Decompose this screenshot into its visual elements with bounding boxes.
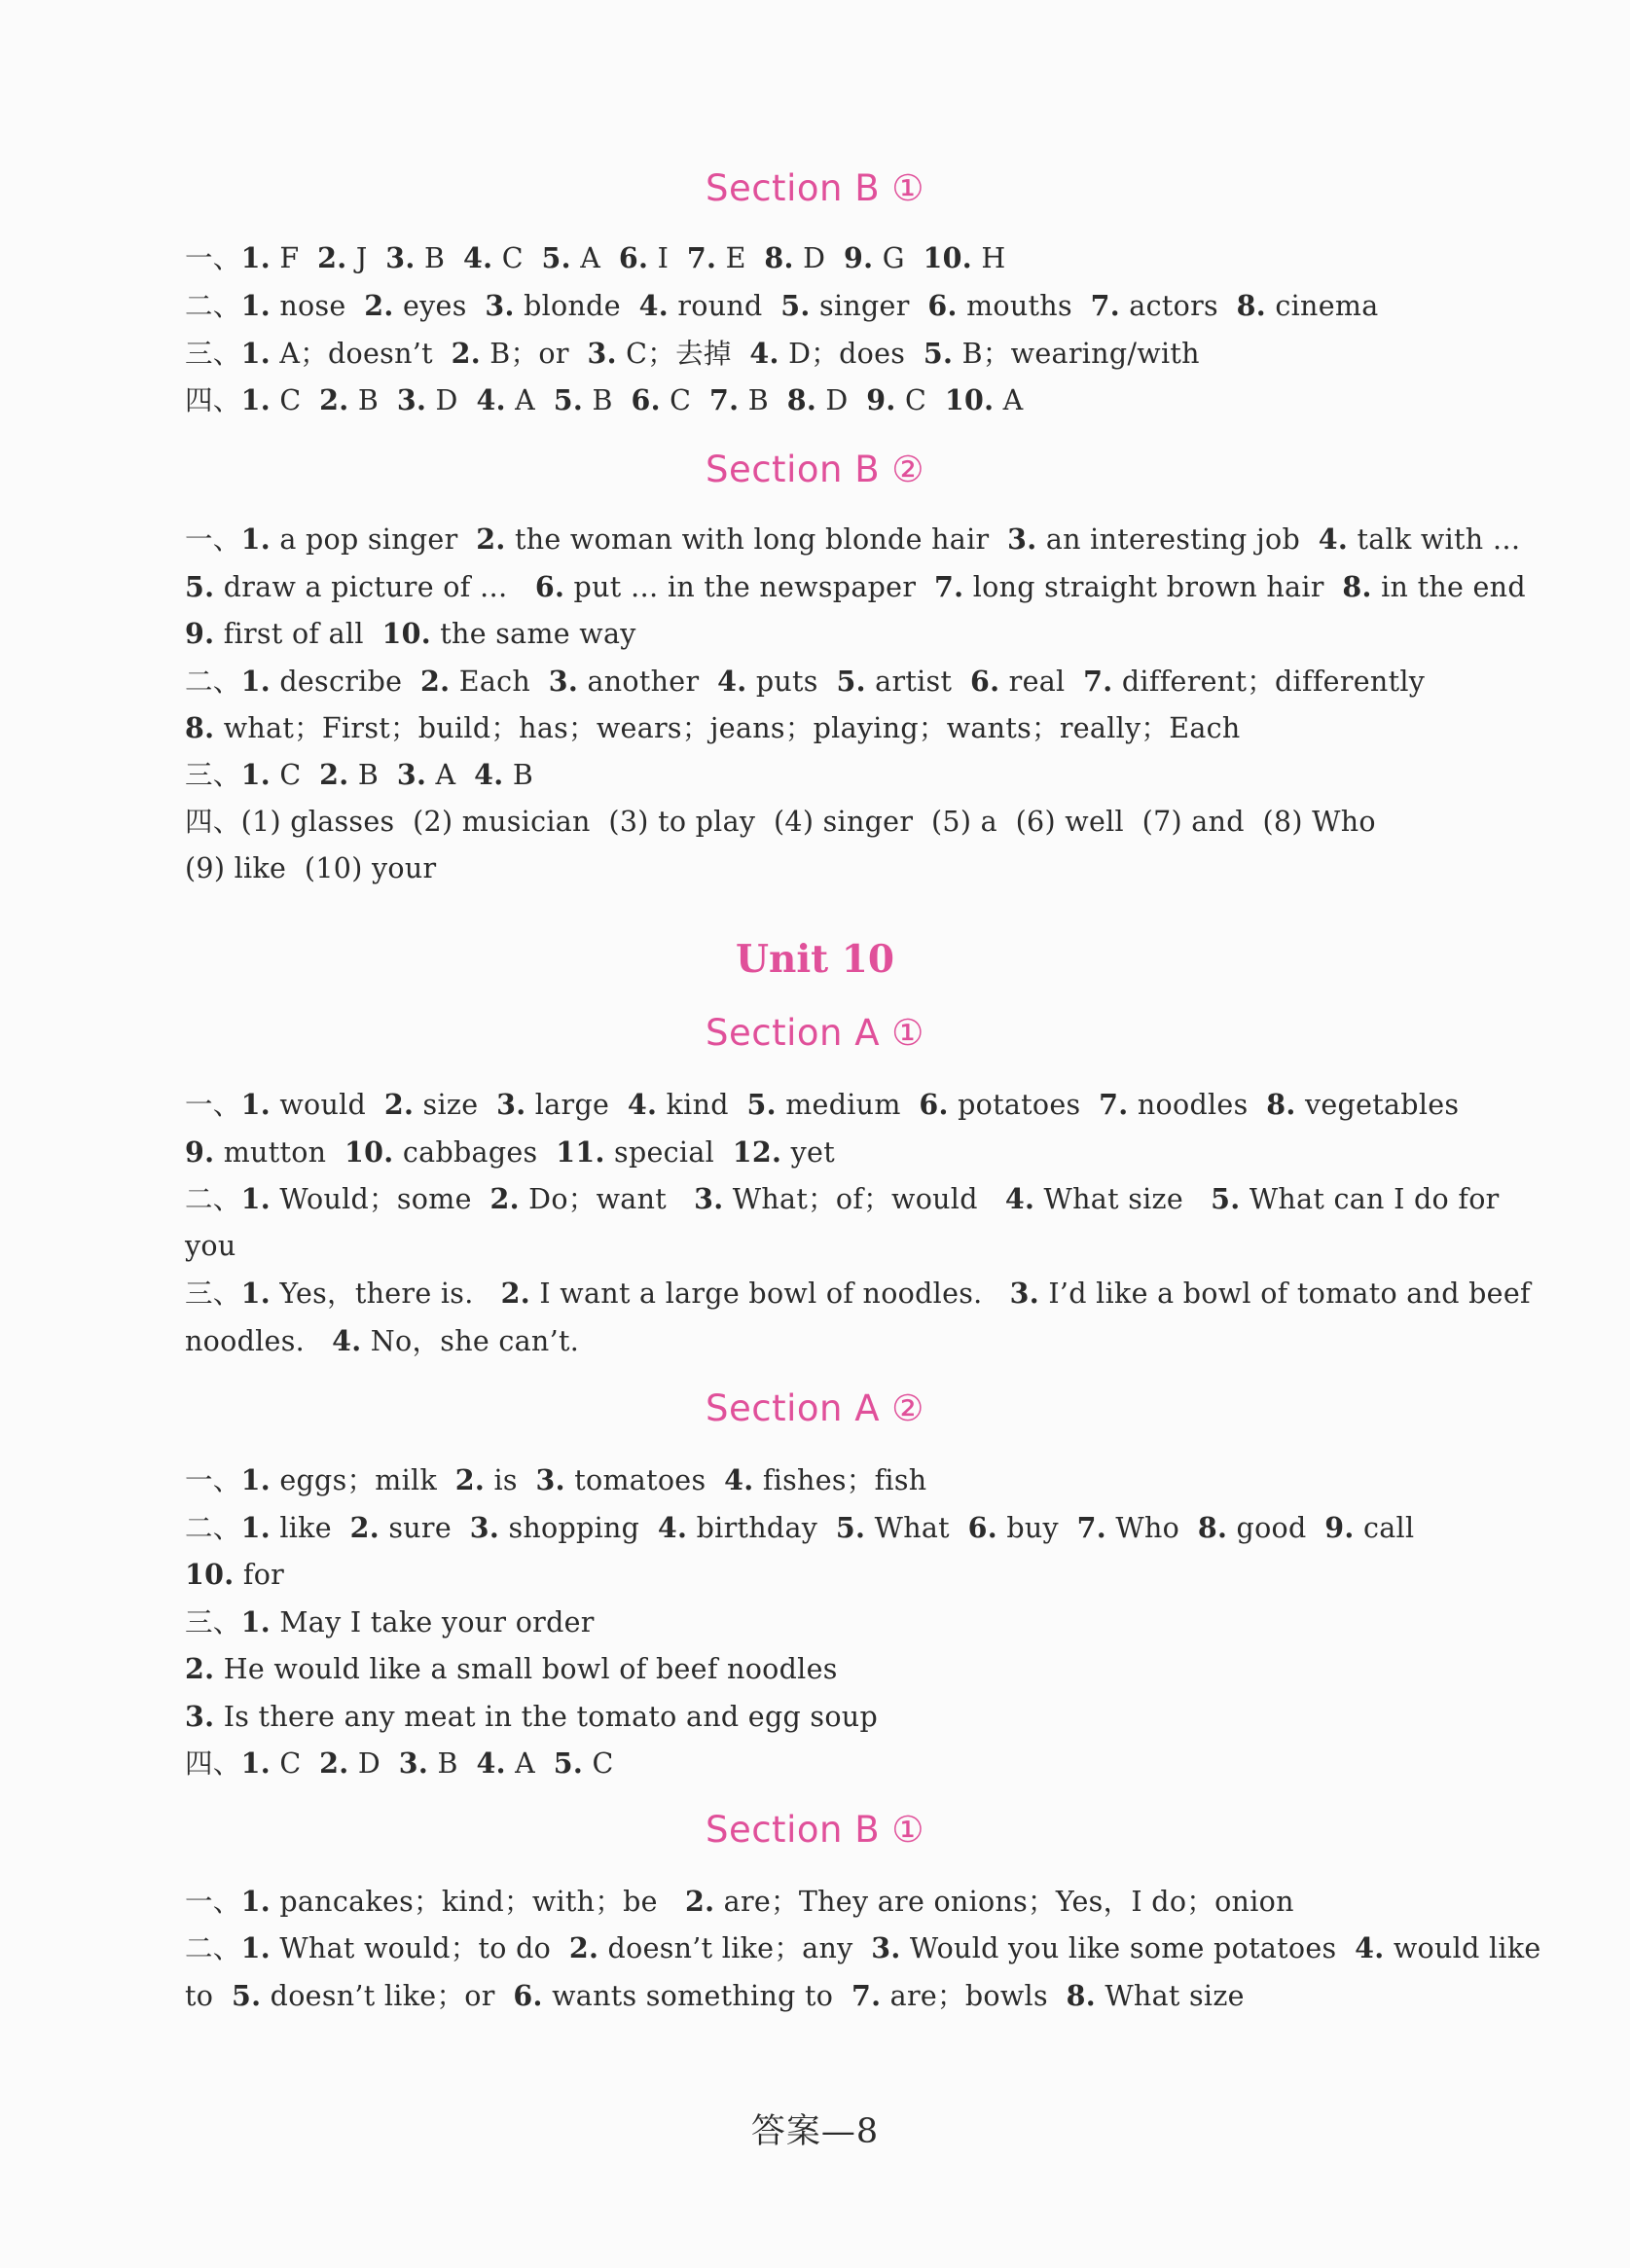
- section-heading: Section B ②: [705, 449, 925, 490]
- answer-line: (9) like (10) your: [185, 852, 437, 884]
- answer-line: 10. for: [185, 1558, 285, 1591]
- section-heading: Section A ②: [706, 1387, 924, 1429]
- answer-line: 一、1. pancakes；kind；with；be 2. are；They are onions；Yes，I do；onion: [185, 1885, 1294, 1918]
- answer-line: 9. mutton 10. cabbages 11. special 12. yet: [185, 1135, 835, 1169]
- section-heading: Section A ①: [706, 1012, 924, 1054]
- answer-line: 四、(1) glasses (2) musician (3) to play (4) singer (5) a (6) well (7) and (8) Who: [185, 806, 1376, 838]
- answer-line: 一、1. F 2. J 3. B 4. C 5. A 6. I 7. E 8. D 9. G 10. H: [185, 241, 1006, 274]
- answer-line: 三、1. May I take your order: [185, 1605, 595, 1638]
- answer-line: 2. He would like a small bowl of beef noodles: [185, 1652, 838, 1685]
- answer-line: 9. first of all 10. the same way: [185, 617, 636, 650]
- answer-line: 3. Is there any meat in the tomato and egg soup: [185, 1700, 878, 1733]
- answer-line: to 5. doesn’t like；or 6. wants something to 7. are；bowls 8. What size: [185, 1979, 1245, 2012]
- section-heading: Section B ①: [705, 1809, 925, 1851]
- answer-line: 四、1. C 2. D 3. B 4. A 5. C: [185, 1746, 614, 1780]
- unit-heading: Unit 10: [735, 937, 895, 982]
- answer-line: 5. draw a picture of … 6. put … in the newspaper 7. long straight brown hair 8. in the end: [185, 570, 1526, 603]
- answer-line: 8. what；First；build；has；wears；jeans；playing；wants；really；Each: [185, 711, 1241, 744]
- answer-line: 二、1. like 2. sure 3. shopping 4. birthday 5. What 6. buy 7. Who 8. good 9. call: [185, 1511, 1415, 1544]
- answer-line: 一、1. would 2. size 3. large 4. kind 5. medium 6. potatoes 7. noodles 8. vegetables: [185, 1088, 1460, 1121]
- answer-line: 二、1. Would；some 2. Do；want 3. What；of；would 4. What size 5. What can I do for: [185, 1182, 1500, 1215]
- answer-line: 三、1. C 2. B 3. A 4. B: [185, 758, 534, 791]
- section-heading: Section B ①: [705, 167, 925, 209]
- answer-line: 二、1. nose 2. eyes 3. blonde 4. round 5. singer 6. mouths 7. actors 8. cinema: [185, 289, 1379, 322]
- answer-line: 二、1. describe 2. Each 3. another 4. puts 5. artist 6. real 7. different；differently: [185, 665, 1426, 698]
- answer-line: 三、1. Yes，there is. 2. I want a large bowl of noodles. 3. I’d like a bowl of tomato and beef: [185, 1277, 1531, 1310]
- page-footer: 答案—8: [750, 2112, 880, 2151]
- answer-line: noodles. 4. No，she can’t.: [185, 1324, 580, 1357]
- answer-line: 一、1. a pop singer 2. the woman with long blonde hair 3. an interesting job 4. talk with …: [185, 522, 1521, 556]
- answer-line: you: [185, 1230, 236, 1262]
- answer-line: 一、1. eggs；milk 2. is 3. tomatoes 4. fishes；fish: [185, 1463, 927, 1496]
- answer-line: 四、1. C 2. B 3. D 4. A 5. B 6. C 7. B 8. D 9. C 10. A: [185, 383, 1024, 416]
- answer-line: 三、1. A；doesn’t 2. B；or 3. C；去掉 4. D；does 5. B；wearing/with: [185, 337, 1200, 370]
- answer-line: 二、1. What would；to do 2. doesn’t like；any 3. Would you like some potatoes 4. would like: [185, 1931, 1541, 1964]
